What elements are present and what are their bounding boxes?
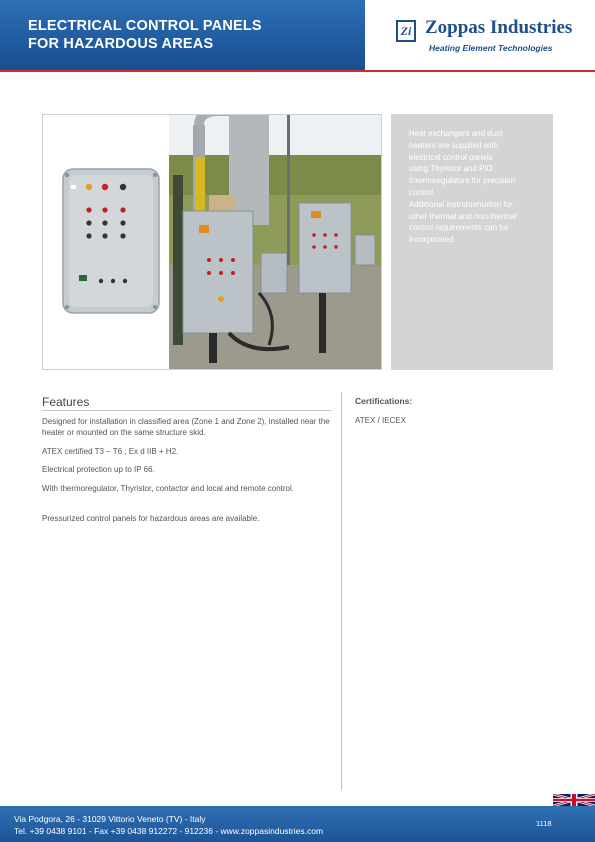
control-panel-closeup-image [43,115,169,369]
page-title-line1: ELECTRICAL CONTROL PANELS [28,18,262,34]
description-line: electrical control panels [409,152,493,162]
feature-item: Designed for installation in classified area (Zone 1 and Zone 2), installed near the heater or mounted on the same structure skid. [42,417,330,437]
footer-address: Via Podgora, 26 - 31029 Vittorio Veneto (TV) - Italy [14,814,206,824]
certifications-heading: Certifications: [355,396,413,406]
description-line: other thermal and non-thermal [409,211,517,221]
description-line: incorporated. [409,235,456,245]
footer-band [0,806,595,842]
features-heading: Features [42,395,90,409]
description-line: Heat exchangers and duct [409,129,503,138]
description-line: thermoregulators for precision [409,176,516,186]
feature-item: ATEX certified T3 – T6 , Ex d IIB + H2. [42,447,179,456]
description-text [409,128,539,246]
certifications-value: ATEX / IECEX [355,416,406,425]
description-line: heaters are supplied with [409,140,498,150]
page-number: 1118 [536,819,552,828]
description-line: control requirements can be [409,223,509,233]
uk-flag-icon[interactable] [553,794,595,806]
page-title [28,17,262,53]
company-name: Zoppas Industries [425,17,573,38]
description-line: control. [409,187,436,197]
footer-contacts[interactable]: Tel. +39 0438 9101 - Fax +39 0438 912272 - 912236 - www.zoppasindustries.com [14,826,324,836]
description-line: using Thyristor and PID [409,164,493,174]
feature-item: Electrical protection up to IP 66. [42,465,155,474]
features-divider [42,410,332,411]
header-red-rule [0,70,595,72]
description-panel [391,114,553,370]
description-line: Additional instrumentation for [409,199,513,209]
feature-item: With thermoregulator, Thyristor, contactor and local and remote control. [42,484,294,493]
logo-mark: Zi [400,23,412,38]
zi-logo-mark-icon [396,20,416,42]
feature-item: Pressurized control panels for hazardous areas are available. [42,514,260,523]
column-divider [341,392,342,790]
installation-site-image [169,115,381,369]
page-title-line2: FOR HAZARDOUS AREAS [28,36,214,52]
company-tagline: Heating Element Technologies [429,43,553,53]
product-photo [42,114,382,370]
